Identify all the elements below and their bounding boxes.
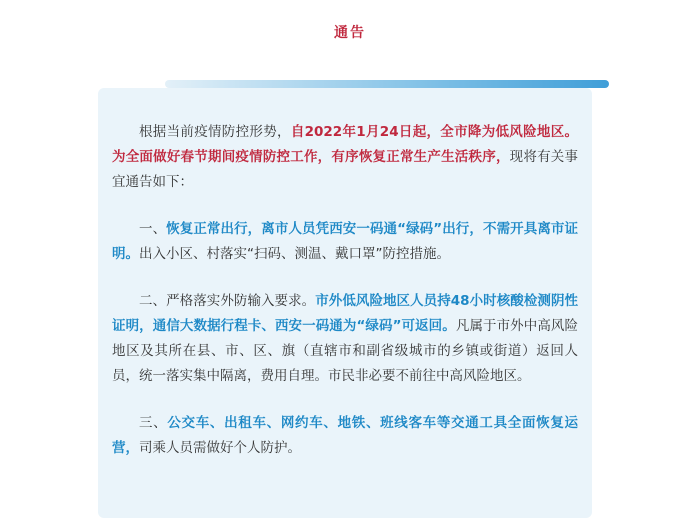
item-1-prefix: 一、	[139, 221, 167, 237]
item-2-text: 凡属于市外中高风险地区及其所在县、市、区、旗（直辖市和副省级城市的乡镇或街道）返回人员，统一落实集中隔离，费用自理。市民非必要不前往中高风险地区。	[112, 318, 579, 384]
item-2-paragraph	[112, 289, 578, 389]
item-3-highlight: 公交车、出租车、网约车、地铁、班线客车等交通工具全面恢复运营，	[112, 415, 579, 456]
item-3-text: 司乘人员需做好个人防护。	[139, 440, 301, 456]
page-title: 通告	[334, 25, 366, 41]
item-1-paragraph	[112, 217, 578, 267]
intro-text: 根据当前疫情防控形势，	[139, 124, 291, 140]
accent-bar	[165, 80, 609, 88]
item-1-highlight: 恢复正常出行，离市人员凭西安一码通“绿码”出行，不需开具离市证明。	[112, 221, 578, 262]
item-1-text: 出入小区、村落实“扫码、测温、戴口罩”防控措施。	[139, 246, 450, 262]
item-3-prefix: 三、	[139, 415, 168, 431]
intro-text-end: 现将有关事宜通告如下：	[112, 149, 579, 190]
notice-content	[112, 120, 578, 483]
intro-highlight: 自2022年1月24日起，全市降为低风险地区。为全面做好春节期间疫情防控工作，有序恢复正常生产生活秩序，	[112, 124, 579, 165]
item-2-highlight: 市外低风险地区人员持48小时核酸检测阴性证明，通信大数据行程卡、西安一码通为“绿码”可返回。	[112, 293, 578, 334]
item-2-prefix: 二、严格落实外防输入要求。	[139, 293, 316, 309]
intro-paragraph	[112, 120, 578, 195]
item-3-paragraph	[112, 411, 578, 461]
